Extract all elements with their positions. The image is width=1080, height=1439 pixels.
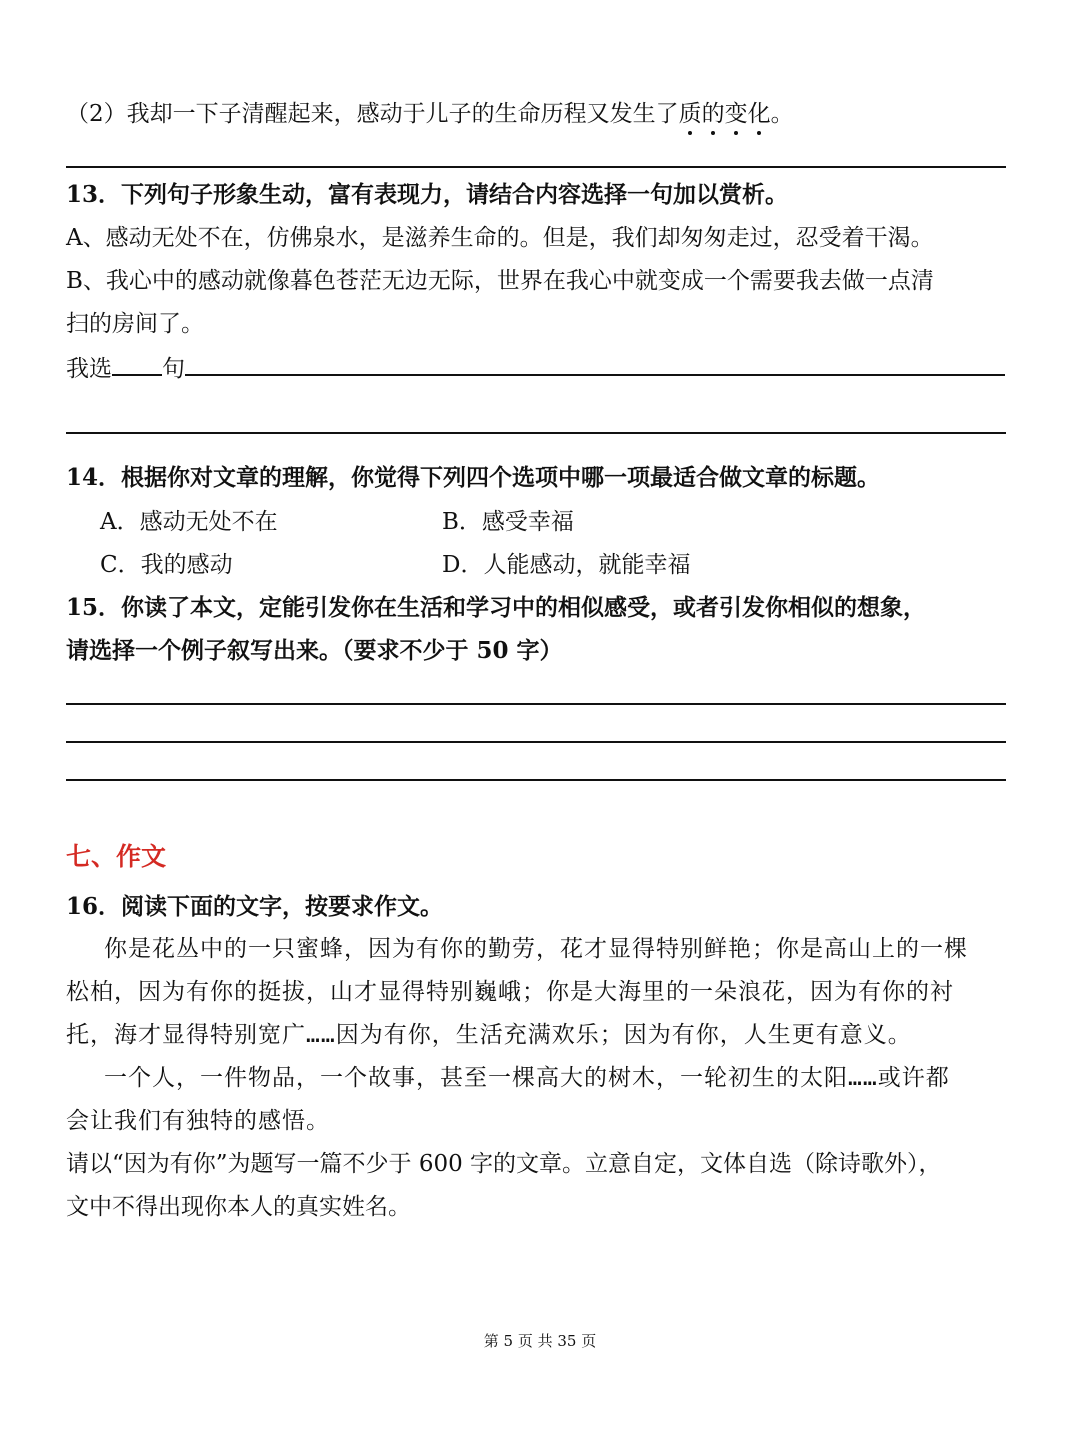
answer-line[interactable] xyxy=(66,432,1006,434)
answer-line[interactable] xyxy=(66,741,1006,743)
prompt-para1-line3: 托，海才显得特别宽广……因为有你，生活充满欢乐；因为有你，人生更有意义。 xyxy=(66,1022,912,1048)
emphasis-char-4: 化 xyxy=(747,101,771,127)
q15-question-line1: 15．你读了本文，定能引发你在生活和学习中的相似感受，或者引发你相似的想象， xyxy=(66,594,927,621)
q14-question: 14．根据你对文章的理解，你觉得下列四个选项中哪一项最适合做文章的标题。 xyxy=(66,464,881,491)
q13-option-a: A、感动无处不在，仿佛泉水，是滋养生命的。但是，我们却匆匆走过，忍受着干渴。 xyxy=(66,225,934,251)
q13-option-b-line2: 扫的房间了。 xyxy=(66,311,204,337)
emphasis-char-3: 变 xyxy=(724,101,748,127)
q14-option-b: B．感受幸福 xyxy=(442,509,574,535)
q13-question: 13．下列句子形象生动，富有表现力，请结合内容选择一句加以赏析。 xyxy=(66,181,789,208)
prompt-para1-line2: 松柏，因为有你的挺拔，山才显得特别巍峨；你是大海里的一朵浪花，因为有你的衬 xyxy=(66,979,954,1005)
q12-part2-end: 。 xyxy=(770,101,794,127)
q13-option-b-line1: B、我心中的感动就像暮色苍茫无边无际，世界在我心中就变成一个需要我去做一点清 xyxy=(66,268,934,294)
answer-line[interactable] xyxy=(66,703,1006,705)
prompt-para2-line1: 一个人，一件物品，一个故事，甚至一棵高大的树木，一轮初生的太阳……或许都 xyxy=(104,1065,950,1091)
answer-line[interactable] xyxy=(66,779,1006,781)
section-title: 七、作文 xyxy=(66,842,167,871)
q14-option-c: C．我的感动 xyxy=(100,552,233,578)
requirement-line2: 文中不得出现你本人的真实姓名。 xyxy=(66,1194,411,1220)
choice-prefix: 我选 xyxy=(66,356,112,382)
q12-part2-text: （2）我却一下子清醒起来，感动于儿子的生命历程又发生了 xyxy=(66,101,679,127)
choice-blank[interactable] xyxy=(112,352,162,376)
q14-option-a: A．感动无处不在 xyxy=(100,509,278,535)
q13-choice-line xyxy=(66,352,1005,384)
emphasis-char-2: 的 xyxy=(701,101,725,127)
emphasis-char-1: 质 xyxy=(678,101,702,127)
prompt-para1-line1: 你是花丛中的一只蜜蜂，因为有你的勤劳，花才显得特别鲜艳；你是高山上的一棵 xyxy=(104,936,968,962)
requirement-line1: 请以“因为有你”为题写一篇不少于 600 字的文章。立意自定，文体自选（除诗歌外）， xyxy=(66,1151,942,1177)
q16-question: 16．阅读下面的文字，按要求作文。 xyxy=(66,893,444,920)
q15-question-line2: 请选择一个例子叙写出来。（要求不少于 50 字） xyxy=(66,637,563,664)
analysis-blank[interactable] xyxy=(185,352,1005,376)
q14-option-d: D．人能感动，就能幸福 xyxy=(442,552,691,578)
page-number: 第 5 页 共 35 页 xyxy=(483,1332,597,1350)
choice-mid: 句 xyxy=(162,356,185,382)
answer-line[interactable] xyxy=(66,166,1006,168)
prompt-para2-line2: 会让我们有独特的感悟。 xyxy=(66,1108,330,1134)
q12-part2-line xyxy=(66,99,794,129)
